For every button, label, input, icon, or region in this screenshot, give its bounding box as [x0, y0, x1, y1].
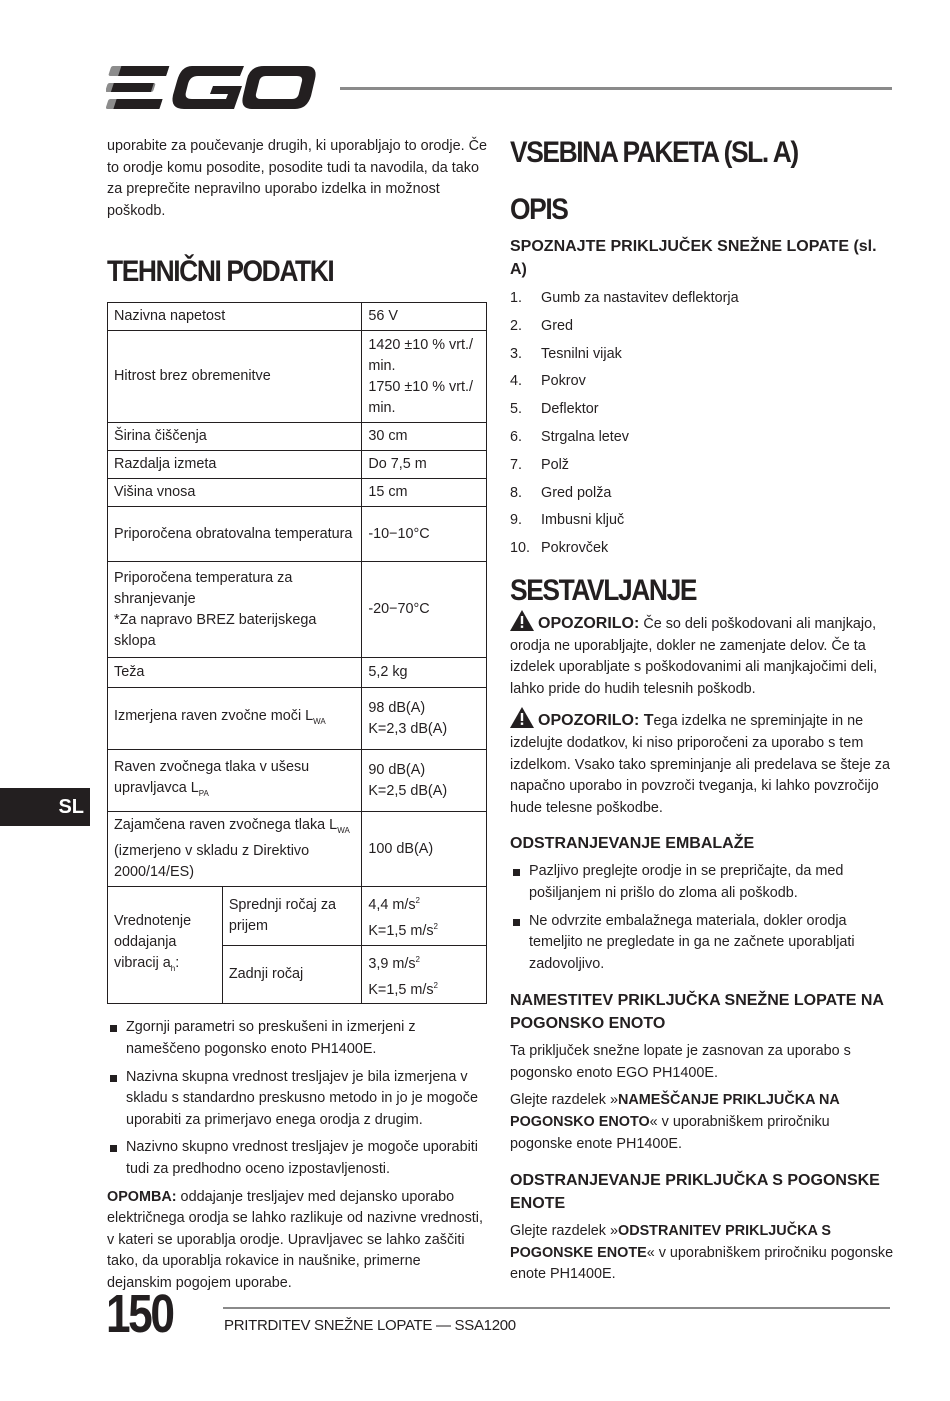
list-item: Nazivna skupna vrednost tresljajev je bila izmerjena v skladu s standardno preskusno metodo in jo je mogoče uporabiti za primerjavo enega orodja z drugim.	[107, 1067, 487, 1132]
warning-paragraph	[510, 610, 895, 700]
list-item	[510, 368, 895, 396]
spec-label-text: :	[175, 955, 180, 972]
table-row	[108, 423, 487, 451]
list-item	[510, 480, 895, 508]
list-item	[510, 507, 895, 535]
warning-text: Če so deli poškodovani ali manjkajo, orodja ne uporabljajte, dokler ne zamenjate delov. Če ta izdelek uporabljate s poškodovanimi ali manjkajočimi deli, lahko pride do hudih telesnih poškodb.	[510, 615, 878, 697]
warning-icon	[510, 707, 534, 728]
warning-text: ega izdelka ne spreminjajte in ne izdelujte dodatkov, ki niso priporočeni za uporabo s tem izdelkom. Vsako tako spreminjanje ali predelava se šteje za napačno uporabo in povzroči tveganja, ki lahko povzročijo hude telesne poškodbe.	[510, 713, 890, 816]
spec-table	[107, 302, 487, 1004]
value-text: 3,9 m/s	[368, 955, 416, 972]
subscript: WA	[337, 826, 350, 836]
spec-label: Višina vnosa	[108, 479, 362, 507]
ref-text: « v uporabniškem priročniku pogonske enote PH1400E.	[510, 1114, 830, 1152]
item-number: 1.	[510, 290, 523, 307]
table-row	[108, 507, 487, 562]
note-label: OPOMBA:	[107, 1188, 177, 1205]
item-text: Tesnilni vijak	[541, 345, 622, 362]
spec-value-line	[368, 890, 480, 916]
assembly-heading: SESTAVLJANJE	[510, 573, 697, 607]
spec-value-line: 98 dB(A)	[368, 699, 426, 716]
item-text: Gumb za nastavitev deflektorja	[541, 290, 739, 307]
spec-label: Širina čiščenja	[108, 423, 362, 451]
superscript: 2	[415, 896, 420, 906]
spec-label-text: Vrednotenje oddajanja vibracij a	[114, 913, 192, 972]
spec-value: 56 V	[362, 303, 487, 331]
list-item	[510, 396, 895, 424]
warning-icon	[510, 610, 534, 631]
warning-label: OPOZORILO:	[538, 614, 640, 632]
item-number: 6.	[510, 429, 523, 446]
spec-label: Hitrost brez obremenitve	[108, 331, 362, 423]
ref-section: NAMEŠČANJE PRIKLJUČKA NA POGONSKO ENOTO	[510, 1092, 840, 1131]
page-number: 150	[106, 1284, 173, 1344]
spec-value-line: K=2,3 dB(A)	[368, 720, 448, 737]
ego-logo	[106, 64, 318, 112]
list-item	[510, 341, 895, 369]
spec-label-text: Izmerjena raven zvočne moči L	[114, 707, 314, 724]
spec-value	[362, 750, 487, 812]
parts-list	[510, 285, 895, 563]
table-row	[108, 562, 487, 658]
spec-label	[108, 750, 362, 812]
right-column	[510, 136, 895, 1286]
spec-label-text: Raven zvočnega tlaka v ušesu upravljavca L	[114, 759, 310, 797]
language-code: SL	[58, 796, 84, 818]
spec-value-line	[368, 916, 480, 942]
note-paragraph	[107, 1187, 487, 1295]
know-heading: SPOZNAJTE PRIKLJUČEK SNEŽNE LOPATE (sl. A)	[510, 238, 877, 278]
spec-sublabel: Zadnji ročaj	[222, 945, 362, 1004]
spec-value: -20−70°C	[362, 562, 487, 658]
item-number: 10.	[510, 540, 531, 557]
table-row	[108, 331, 487, 423]
ref-text: « v uporabniškem priročniku pogonske enote PH1400E.	[510, 1244, 894, 1283]
spec-label: Teža	[108, 658, 362, 688]
item-text: Gred polža	[541, 484, 612, 501]
spec-title: TEHNIČNI PODATKI	[107, 255, 334, 289]
spec-label	[108, 562, 362, 658]
ref-section: ODSTRANITEV PRIKLJUČKA S POGONSKE ENOTE	[510, 1223, 831, 1261]
spec-value: Do 7,5 m	[362, 451, 487, 479]
spec-value	[362, 945, 487, 1004]
spec-value-line	[368, 949, 480, 975]
subscript: h	[170, 964, 176, 974]
list-item: Pazljivo preglejte orodje in se prepričajte, da med pošiljanjem ni prišlo do zloma ali poškodb.	[510, 861, 895, 904]
table-row	[108, 303, 487, 331]
language-tab	[0, 788, 90, 826]
intro-paragraph: uporabite za poučevanje drugih, ki uporabljajo to orodje. Če to orodje komu posodite, posodite tudi ta navodila, da tako za preprečite nepravilno uporabo izdelka in možnost poškodb.	[107, 138, 488, 219]
value-text: K=1,5 m/s	[368, 922, 434, 939]
table-row	[108, 658, 487, 688]
table-row	[108, 750, 487, 812]
spec-value	[362, 331, 487, 423]
spec-value: 100 dB(A)	[362, 812, 487, 887]
unpack-heading: ODSTRANJEVANJE EMBALAŽE	[510, 835, 755, 853]
note-text: oddajanje tresljajev med dejansko uporabo električnega orodja se lahko razlikuje od nazivne vrednosti, v kateri se uporablja orodje. Upravljavec se lahko zaščiti tako, da uporablja rokavice in naušnike, primerne dejanskim pogojem uporabe.	[107, 1188, 483, 1291]
subscript: PA	[198, 789, 209, 799]
spec-label: Nazivna napetost	[108, 303, 362, 331]
table-row	[108, 451, 487, 479]
item-number: 9.	[510, 512, 523, 529]
header-rule	[340, 87, 892, 90]
spec-value	[362, 887, 487, 946]
table-row	[108, 887, 487, 946]
item-text: Deflektor	[541, 401, 599, 418]
table-row	[108, 812, 487, 887]
ref-text: Glejte razdelek »	[510, 1223, 618, 1240]
spec-value-line: 1420 ±10 % vrt./ min.	[368, 336, 474, 374]
item-text: Pokrovček	[541, 540, 609, 557]
item-number: 5.	[510, 401, 523, 418]
item-text: Imbusni ključ	[541, 512, 625, 529]
spec-label-note: *Za napravo BREZ baterijskega sklopa	[114, 611, 317, 649]
list-item	[510, 452, 895, 480]
left-column	[107, 136, 487, 1295]
superscript: 2	[433, 922, 438, 932]
item-number: 3.	[510, 345, 523, 362]
spec-value: 5,2 kg	[362, 658, 487, 688]
spec-value: -10−10°C	[362, 507, 487, 562]
spec-label-text: (izmerjeno v skladu z Direktivo 2000/14/ES)	[114, 843, 310, 881]
install-heading: NAMESTITEV PRIKLJUČKA SNEŽNE LOPATE NA POGONSKO ENOTO	[510, 992, 884, 1033]
list-item: Ne odvrzite embalažnega materiala, dokler orodja temeljito ne pregledate in ga ne začnete uporabljati zadovoljivo.	[510, 911, 895, 976]
spec-label	[108, 887, 223, 1004]
spec-value-line	[368, 975, 480, 1001]
spec-value: 15 cm	[362, 479, 487, 507]
spec-label-line: Priporočena temperatura za shranjevanje	[114, 569, 293, 607]
footer-text: PRITRDITEV SNEŽNE LOPATE — SSA1200	[224, 1317, 516, 1334]
list-item	[510, 535, 895, 563]
spec-sublabel: Sprednji ročaj za prijem	[222, 887, 362, 946]
item-number: 4.	[510, 373, 523, 390]
spec-value	[362, 688, 487, 750]
remove-reference	[510, 1221, 895, 1286]
item-text: Pokrov	[541, 373, 586, 390]
list-item	[510, 424, 895, 452]
list-item	[510, 313, 895, 341]
item-number: 7.	[510, 456, 523, 473]
table-row	[108, 479, 487, 507]
item-number: 8.	[510, 484, 523, 501]
ref-text: Glejte razdelek »	[510, 1092, 618, 1109]
list-item	[510, 285, 895, 313]
superscript: 2	[415, 954, 420, 964]
value-text: 4,4 m/s	[368, 897, 416, 914]
description-heading: OPIS	[510, 193, 568, 226]
item-text: Polž	[541, 456, 569, 473]
warning-paragraph	[510, 707, 895, 819]
list-item: Nazivno skupno vrednost tresljajev je mogoče uporabiti tudi za predhodno oceno izpostavljenosti.	[107, 1137, 487, 1180]
value-text: K=1,5 m/s	[368, 981, 434, 998]
package-heading: VSEBINA PAKETA (SL. A)	[510, 136, 798, 169]
subscript: WA	[313, 716, 326, 726]
spec-label	[108, 688, 362, 750]
warning-label: OPOZORILO: T	[538, 712, 654, 730]
list-item: Zgornji parametri so preskušeni in izmerjeni z nameščeno pogonsko enoto PH1400E.	[107, 1017, 487, 1060]
table-row	[108, 688, 487, 750]
spec-value: 30 cm	[362, 423, 487, 451]
install-reference	[510, 1090, 895, 1155]
item-text: Strgalna letev	[541, 429, 629, 446]
spec-value-line: K=2,5 dB(A)	[368, 782, 448, 799]
spec-label-text: Zajamčena raven zvočnega tlaka L	[114, 817, 338, 834]
superscript: 2	[433, 980, 438, 990]
item-number: 2.	[510, 317, 523, 334]
spec-value-line: 90 dB(A)	[368, 761, 426, 778]
spec-label	[108, 812, 362, 887]
spec-label: Razdalja izmeta	[108, 451, 362, 479]
remove-heading: ODSTRANJEVANJE PRIKLJUČKA S POGONSKE ENOTE	[510, 1172, 880, 1213]
spec-value-line: 1750 ±10 % vrt./ min.	[368, 378, 474, 416]
install-paragraph: Ta priključek snežne lopate je zasnovan za uporabo s pogonsko enoto EGO PH1400E.	[510, 1043, 851, 1081]
spec-label: Priporočena obratovalna temperatura	[108, 507, 362, 562]
footer-rule	[223, 1307, 890, 1309]
item-text: Gred	[541, 317, 573, 334]
